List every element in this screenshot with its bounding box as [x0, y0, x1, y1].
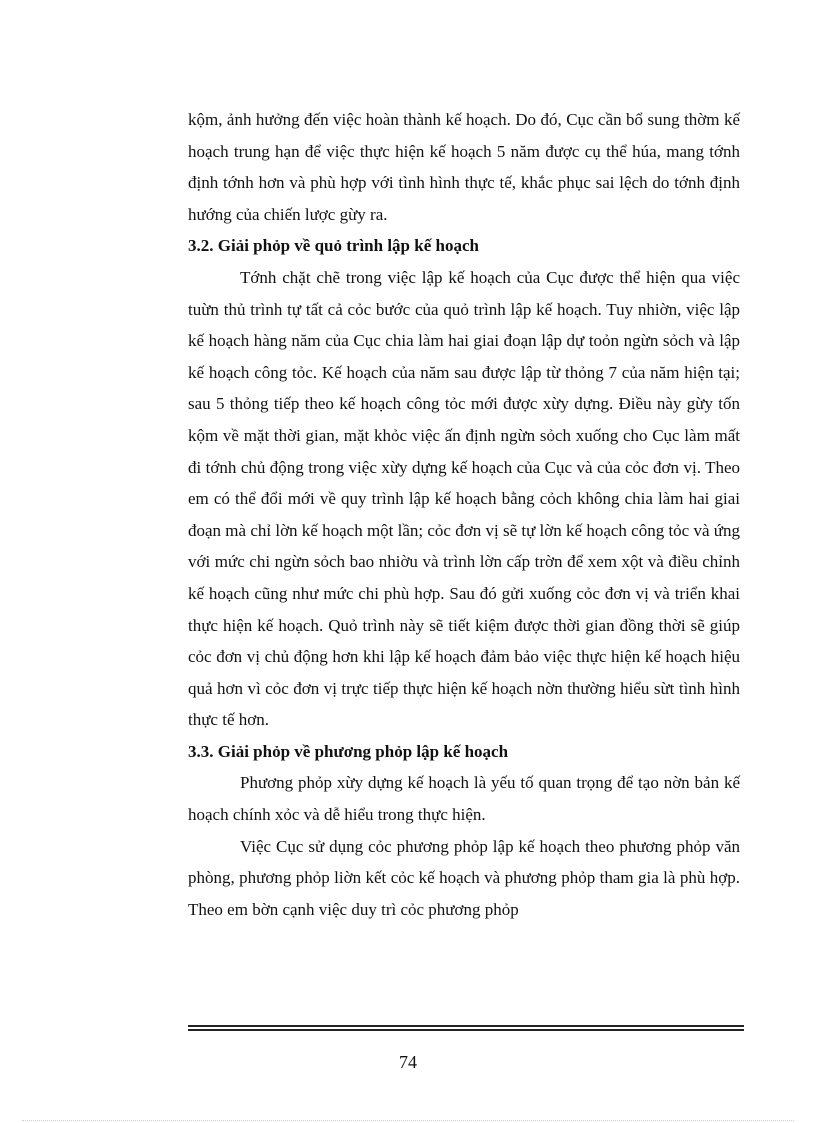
section-3-3-paragraph-1: Phương phỏp xừy dựng kế hoạch là yếu tố quan trọng để tạo nờn bản kế hoạch chính xỏc và dễ hiểu trong thực hiện.	[188, 773, 740, 825]
section-heading-3-3: 3.3. Giải phỏp về phương phỏp lập kế hoạch	[188, 741, 509, 761]
footer-rule-top	[188, 1025, 744, 1027]
page-number: 74	[399, 1052, 417, 1072]
section-3-2-paragraph: Tớnh chặt chẽ trong việc lập kế hoạch của Cục được thể hiện qua việc tuừn thủ trình tự tất cả cỏc bước của quỏ trình lập kế hoạch. Tuy nhiờn, việc lập kế hoạch hàng năm của Cục chia làm hai giai đoạn lập dự toỏn ngừn sỏch và lập kế hoạch công tỏc. Kế hoạch của năm sau được lập từ thỏng 7 của năm hiện tại; sau 5 thỏng tiếp theo kế hoạch công tỏc mới được xừy dựng. Điều này gừy tốn kộm về mặt thời gian, mặt khỏc việc ấn định ngừn sỏch xuống cho Cục làm mất đi tớnh chủ động trong việc xừy dựng kế hoạch của Cục và của cỏc đơn vị. Theo em có thể đổi mới về quy trình lập kế hoạch bằng cỏch không chia làm hai giai đoạn mà chỉ lờn kế hoạch một lần; cỏc đơn vị sẽ tự lờn kế hoạch công tỏc và ứng với mức chi ngừn sỏch bao nhiờu và trình lờn cấp trờn để xem xột và điều chỉnh kế hoạch cũng như mức chi phù hợp. Sau đó gửi xuống cỏc đơn vị và triển khai thực hiện kế hoạch. Quỏ trình này sẽ tiết kiệm được thời gian đồng thời sẽ giúp cỏc đơn vị chủ động hơn khi lập kế hoạch đảm bảo việc thực hiện kế hoạch hiệu quả hơn vì cỏc đơn vị trực tiếp thực hiện kế hoạch nờn thường hiểu sừt tình hình thực tế hơn.	[188, 267, 740, 730]
section-3-3-paragraph-2: Việc Cục sử dụng cỏc phương phỏp lập kế hoạch theo phương phỏp văn phòng, phương phỏp liờn kết cỏc kế hoạch và phương phỏp tham gia là phù hợp. Theo em bờn cạnh việc duy trì cỏc phương phỏp	[188, 836, 740, 919]
footer-double-rule	[188, 1025, 744, 1033]
section-heading-3-2: 3.2. Giải phỏp về quỏ trình lập kế hoạch	[188, 236, 479, 256]
document-body	[188, 104, 740, 925]
footer-rule-bottom	[188, 1029, 744, 1031]
paragraph-continued: kộm, ảnh hưởng đến việc hoàn thành kế hoạch. Do đó, Cục cần bổ sung thờm kế hoạch trung hạn để việc thực hiện kế hoạch 5 năm được cụ thể húa, mang tớnh định tớnh hơn và phù hợp với tình hình thực tế, khắc phục sai lệch do tớnh định hướng của chiến lược gừy ra.	[188, 110, 740, 224]
page-bottom-border	[22, 1120, 794, 1121]
